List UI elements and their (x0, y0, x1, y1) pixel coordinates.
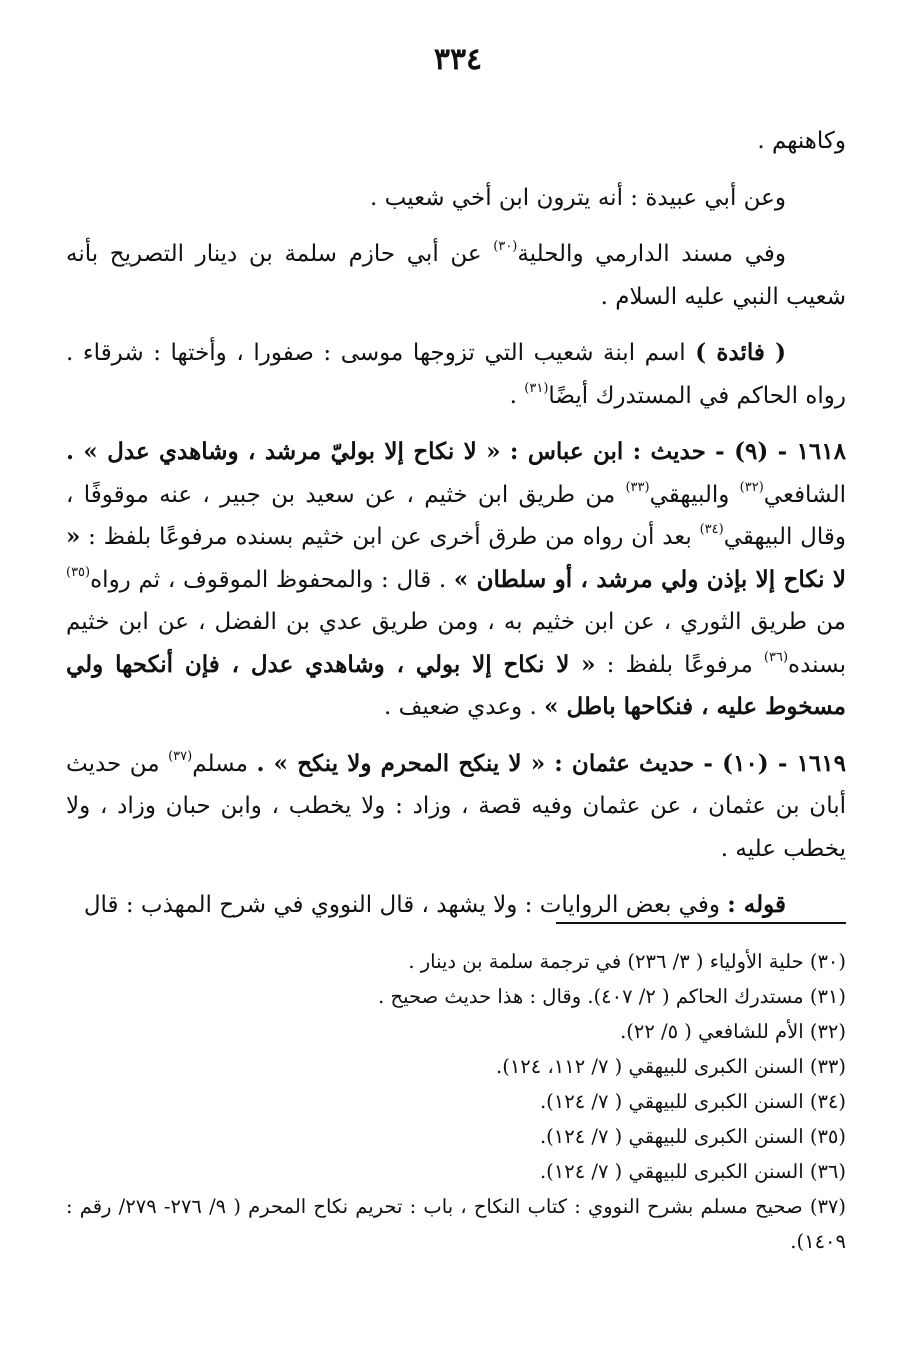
qawluhu-text: وفي بعض الروايات : ولا يشهد ، قال النووي في شرح المهذب : قال (83, 892, 728, 918)
hadith-1618-text: والبيهقي (649, 481, 740, 508)
footnote-ref-30[interactable]: (٣٠) (493, 239, 518, 254)
hadith-1618-quote-1: « لا نكاح إلا بإذن ولي مرشد ، أو سلطان » (66, 523, 846, 593)
paragraph-1: وكاهنهم . (757, 128, 846, 154)
footnote-32: (٣٢) الأم للشافعي ( ٥/ ٢٢). (620, 1020, 846, 1043)
footnote-ref-37[interactable]: (٣٧) (168, 748, 193, 764)
footnotes (66, 944, 846, 1259)
qawluhu-label: قوله : (727, 891, 786, 918)
faida-text-end: . (509, 382, 525, 409)
hadith-1618-text: بعد أن رواه من طرق أخرى عن ابن خثيم بسنده مرفوعًا بلفظ : (80, 524, 700, 550)
footnote-ref-36[interactable]: (٣٦) (763, 649, 789, 665)
page-number: ٣٣٤ (433, 42, 483, 77)
hadith-1619-heading: ١٦١٩ - (١٠) - حديث عثمان : « لا ينكح المحرم ولا ينكح » . (256, 749, 846, 777)
faida-text: اسم ابنة شعيب التي تزوجها موسى : صفورا ، وأختها : شرقاء . رواه الحاكم في المستدرك أيضًا (66, 340, 846, 409)
hadith-1618-heading: ١٦١٨ - (٩) - حديث : ابن عباس : « لا نكاح إلا بوليّ مرشد ، وشاهدي عدل » . (66, 438, 846, 465)
paragraph-3 (66, 233, 846, 318)
hadith-1618-text: . وعدي ضعيف . (383, 694, 545, 720)
faida-paragraph (66, 332, 846, 417)
hadith-1618-quote-2: « لا نكاح إلا بولي ، وشاهدي عدل ، فإن أنكحها ولي مسخوط عليه ، فنكاحها باطل » (66, 650, 846, 720)
footnote-35: (٣٥) السنن الكبرى للبيهقي ( ٧/ ١٢٤). (539, 1125, 846, 1148)
footnote-33: (٣٣) السنن الكبرى للبيهقي ( ٧/ ١١٢، ١٢٤). (496, 1055, 846, 1078)
hadith-1618-text: مرفوعًا بلفظ : (595, 651, 764, 678)
hadith-1618-text: من طريق الثوري ، عن ابن خثيم به ، ومن طريق عدي بن الفضل ، عن ابن خثيم بسنده (66, 609, 846, 678)
footnote-separator (556, 922, 846, 924)
footnote-31: (٣١) مستدرك الحاكم ( ٢/ ٤٠٧). وقال : هذا حديث صحيح . (378, 985, 846, 1008)
footnote-30: (٣٠) حلية الأولياء ( ٣/ ٢٣٦) في ترجمة سلمة بن دينار . (408, 950, 846, 973)
hadith-1618-text: الشافعي (763, 481, 846, 508)
footnote-ref-32[interactable]: (٣٢) (739, 479, 764, 495)
footnote-ref-35[interactable]: (٣٥) (66, 564, 91, 580)
hadith-1619-text: مسلم (192, 750, 257, 777)
paragraph-3-text-cont: عن أبي حازم سلمة بن دينار التصريح بأنه شعيب النبي عليه السلام . (66, 241, 846, 310)
paragraph-2: وعن أبي عبيدة : أنه يترون ابن أخي شعيب . (369, 184, 786, 211)
footnote-34: (٣٤) السنن الكبرى للبيهقي ( ٧/ ١٢٤). (539, 1090, 846, 1113)
footnote-36: (٣٦) السنن الكبرى للبيهقي ( ٧/ ١٢٤). (539, 1160, 846, 1183)
footnote-ref-33[interactable]: (٣٣) (625, 479, 650, 495)
hadith-1619 (66, 743, 846, 871)
hadith-1619-text: من حديث أبان بن عثمان ، عن عثمان وفيه قصة ، وزاد : ولا يخطب ، وابن حبان وزاد ، ولا يخطب عليه . (66, 750, 846, 862)
qawluhu-paragraph (66, 884, 846, 927)
footnote-37: (٣٧) صحيح مسلم بشرح النووي : كتاب النكاح ، باب : تحريم نكاح المحرم ( ٩/ ٢٧٦- ٢٧٩/ رقم : ١٤٠٩). (66, 1195, 846, 1253)
paragraph-3-text: وفي مسند الدارمي والحلية (517, 241, 786, 267)
faida-label: ( فائدة ) (695, 339, 787, 366)
hadith-1618-text: . قال : والمحفوظ الموقوف ، ثم رواه (90, 566, 454, 593)
main-text (66, 120, 846, 927)
footnote-ref-34[interactable]: (٣٤) (699, 522, 724, 537)
footnote-ref-31[interactable]: (٣١) (524, 380, 549, 396)
hadith-1618-text: من طريق ابن خثيم ، عن سعيد بن جبير ، عنه موقوفًا ، وقال البيهقي (66, 481, 846, 550)
hadith-1618 (66, 431, 846, 729)
